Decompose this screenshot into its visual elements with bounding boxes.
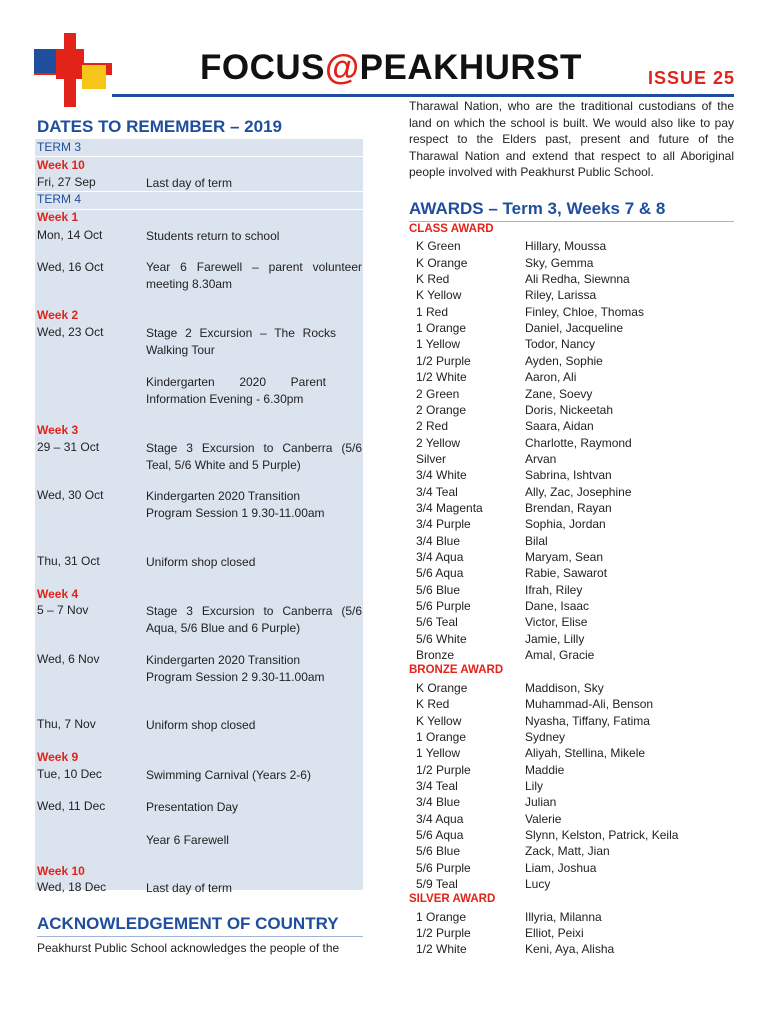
event-date: Thu, 7 Nov	[37, 717, 96, 731]
week-label: Week 10	[37, 864, 85, 878]
event-desc: Last day of term	[146, 881, 233, 895]
event-date: Thu, 31 Oct	[37, 554, 100, 568]
award-class: 2 Green	[416, 386, 460, 401]
award-recipients: Victor, Elise	[525, 615, 588, 630]
award-class: 1/2 White	[416, 370, 467, 385]
award-class: 1 Orange	[416, 321, 467, 336]
event-date: Mon, 14 Oct	[37, 228, 103, 242]
award-class: K Orange	[416, 680, 468, 695]
award-recipients: Ally, Zac, Josephine	[525, 484, 632, 499]
award-class: 1 Orange	[416, 909, 467, 924]
award-recipients: Hillary, Moussa	[525, 239, 607, 254]
award-class: 3/4 White	[416, 468, 467, 483]
award-recipients: Ifrah, Riley	[525, 582, 583, 597]
award-class: Silver	[416, 451, 447, 466]
award-class: K Green	[416, 239, 461, 254]
award-class: 5/6 Aqua	[416, 827, 464, 842]
award-recipients: Daniel, Jacqueline	[525, 321, 624, 336]
event-desc: Presentation Day	[146, 800, 239, 814]
award-recipients: Sophia, Jordan	[525, 517, 606, 532]
event-desc: Kindergarten 2020 Parent Information Evening - 6.30pm	[146, 375, 326, 406]
award-recipients: Finley, Chloe, Thomas	[525, 304, 644, 319]
award-recipients: Rabie, Sawarot	[525, 566, 608, 581]
term-band	[35, 192, 363, 209]
event-date: Tue, 10 Dec	[37, 767, 102, 781]
award-recipients: Maddie	[525, 762, 565, 777]
term-label: TERM 3	[37, 140, 82, 154]
event-date: Wed, 16 Oct	[37, 260, 104, 274]
award-section-heading: SILVER AWARD	[409, 893, 496, 906]
event-desc: Students return to school	[146, 229, 280, 243]
award-section-heading: CLASS AWARD	[409, 223, 494, 235]
ack-rule	[37, 936, 363, 937]
event-desc: Last day of term	[146, 176, 233, 190]
award-recipients: Nyasha, Tiffany, Fatima	[525, 713, 650, 728]
award-recipients: Aliyah, Stellina, Mikele	[525, 746, 646, 761]
masthead-title: FOCUS@PEAKHURST	[200, 48, 582, 87]
ack-text-continued: Tharawal Nation, who are the traditional custodians of the land on which the school is built. We would also like to pay respect to the Elders past, present and future of the Tharawal Nation and extend that respect to all Aboriginal people involved with Peakhurst Public School.	[409, 99, 734, 179]
event-date: Wed, 23 Oct	[37, 325, 104, 339]
award-class: 1 Yellow	[416, 337, 461, 352]
award-recipients: Elliot, Peixi	[525, 926, 584, 941]
award-recipients: Illyria, Milanna	[525, 909, 602, 924]
award-recipients: Liam, Joshua	[525, 860, 597, 875]
award-recipients: Maryam, Sean	[525, 550, 604, 564]
award-class: 1/2 Purple	[416, 762, 471, 777]
award-recipients: Zack, Matt, Jian	[525, 844, 610, 859]
award-class: 5/6 Teal	[416, 615, 458, 630]
award-class: 5/6 White	[416, 631, 467, 646]
award-recipients: Jamie, Lilly	[525, 631, 585, 646]
award-recipients: Zane, Soevy	[525, 386, 593, 401]
awards-rule	[409, 221, 734, 222]
award-class: K Yellow	[416, 713, 462, 728]
event-date: Wed, 30 Oct	[37, 488, 104, 502]
ack-heading: ACKNOWLEDGEMENT OF COUNTRY	[37, 914, 339, 933]
award-recipients: Ali Redha, Siewnna	[525, 272, 630, 287]
award-recipients: Riley, Larissa	[525, 288, 597, 303]
event-desc: Year 6 Farewell	[146, 833, 229, 847]
award-class: 1/2 Purple	[416, 926, 471, 941]
award-class: 5/6 Blue	[416, 844, 461, 859]
term-label: TERM 4	[37, 192, 82, 206]
award-recipients: Amal, Gracie	[525, 648, 595, 663]
event-date: Wed, 6 Nov	[37, 652, 100, 666]
event-desc: Kindergarten 2020 Transition Program Session 1 9.30-11.00am	[146, 489, 325, 520]
event-desc: Uniform shop closed	[146, 555, 256, 569]
award-class: 1/2 Purple	[416, 353, 471, 368]
issue-number: ISSUE 25	[648, 68, 736, 88]
award-recipients: Arvan	[525, 451, 557, 466]
award-class: 3/4 Blue	[416, 533, 461, 548]
award-class: 3/4 Teal	[416, 778, 458, 793]
event-desc: Stage 3 Excursion to Canberra (5/6 Aqua, 5/6 Blue and 6 Purple)	[146, 604, 362, 635]
award-class: K Yellow	[416, 288, 462, 303]
award-recipients: Todor, Nancy	[525, 337, 596, 352]
event-date: 29 – 31 Oct	[37, 440, 100, 454]
award-recipients: Brendan, Rayan	[525, 500, 612, 515]
award-class: 5/6 Aqua	[416, 566, 464, 581]
award-class: K Red	[416, 272, 450, 287]
event-desc: Stage 3 Excursion to Canberra (5/6 Teal, 5/6 White and 5 Purple)	[146, 441, 362, 472]
week-label: Week 2	[37, 308, 79, 322]
ack-text-start: Peakhurst Public School acknowledges the people of the	[37, 941, 340, 955]
award-class: 3/4 Blue	[416, 795, 461, 810]
award-recipients: Doris, Nickeetah	[525, 402, 614, 417]
award-recipients: Ayden, Sophie	[525, 353, 603, 368]
award-class: Bronze	[416, 648, 455, 663]
award-recipients: Keni, Aya, Alisha	[525, 942, 615, 957]
week-label: Week 4	[37, 587, 79, 601]
masthead-rule	[112, 94, 734, 97]
event-desc: Uniform shop closed	[146, 718, 256, 732]
award-recipients: Saara, Aidan	[525, 419, 594, 434]
award-class: 2 Red	[416, 419, 449, 434]
award-recipients: Julian	[525, 795, 557, 810]
award-class: 1 Orange	[416, 729, 467, 744]
event-date: Fri, 27 Sep	[37, 175, 96, 189]
award-class: K Orange	[416, 255, 468, 270]
award-class: 2 Yellow	[416, 435, 461, 450]
award-recipients: Dane, Isaac	[525, 599, 590, 614]
award-recipients: Lucy	[525, 877, 551, 891]
award-section-heading: BRONZE AWARD	[409, 664, 504, 677]
award-recipients: Sky, Gemma	[525, 255, 594, 270]
week-label: Week 9	[37, 750, 79, 764]
award-class: 5/6 Purple	[416, 860, 471, 875]
awards-heading: AWARDS – Term 3, Weeks 7 & 8	[409, 199, 666, 218]
event-date: Wed, 11 Dec	[37, 799, 106, 813]
award-class: 3/4 Purple	[416, 517, 471, 532]
award-recipients: Charlotte, Raymond	[525, 435, 632, 450]
award-class: 2 Orange	[416, 402, 467, 417]
award-class: 1 Red	[416, 304, 449, 319]
event-desc: Kindergarten 2020 Transition Program Session 2 9.30-11.00am	[146, 653, 325, 684]
award-recipients: Slynn, Kelston, Patrick, Keila	[525, 827, 679, 842]
award-class: 3/4 Teal	[416, 484, 458, 499]
event-date: 5 – 7 Nov	[37, 603, 89, 617]
week-label: Week 3	[37, 423, 79, 437]
award-recipients: Muhammad-Ali, Benson	[525, 697, 654, 712]
award-class: 5/9 Teal	[416, 877, 458, 891]
award-recipients: Bilal	[525, 533, 548, 548]
event-desc: Stage 2 Excursion – The Rocks Walking Tour	[146, 326, 336, 357]
week-label: Week 10	[37, 158, 85, 172]
term-band	[35, 139, 363, 156]
award-class: 5/6 Purple	[416, 599, 471, 614]
award-recipients: Sydney	[525, 729, 566, 744]
award-class: 1/2 White	[416, 942, 467, 957]
award-class: K Red	[416, 697, 450, 712]
event-date: Wed, 18 Dec	[37, 880, 107, 894]
award-recipients: Lily	[525, 778, 544, 793]
award-class: 3/4 Aqua	[416, 550, 464, 564]
award-class: 5/6 Blue	[416, 582, 461, 597]
award-recipients: Maddison, Sky	[525, 680, 604, 695]
week-label: Week 1	[37, 210, 79, 224]
event-desc: Year 6 Farewell – parent volunteer meeting 8.30am	[146, 260, 362, 291]
dates-heading: DATES TO REMEMBER – 2019	[37, 117, 282, 136]
award-recipients: Aaron, Ali	[525, 370, 577, 385]
award-recipients: Sabrina, Ishtvan	[525, 468, 612, 483]
award-class: 3/4 Aqua	[416, 811, 464, 826]
school-logo	[34, 33, 112, 107]
award-class: 1 Yellow	[416, 746, 461, 761]
event-desc: Swimming Carnival (Years 2-6)	[146, 768, 311, 782]
award-recipients: Valerie	[525, 811, 562, 826]
award-class: 3/4 Magenta	[416, 500, 483, 515]
week-band	[35, 210, 363, 890]
